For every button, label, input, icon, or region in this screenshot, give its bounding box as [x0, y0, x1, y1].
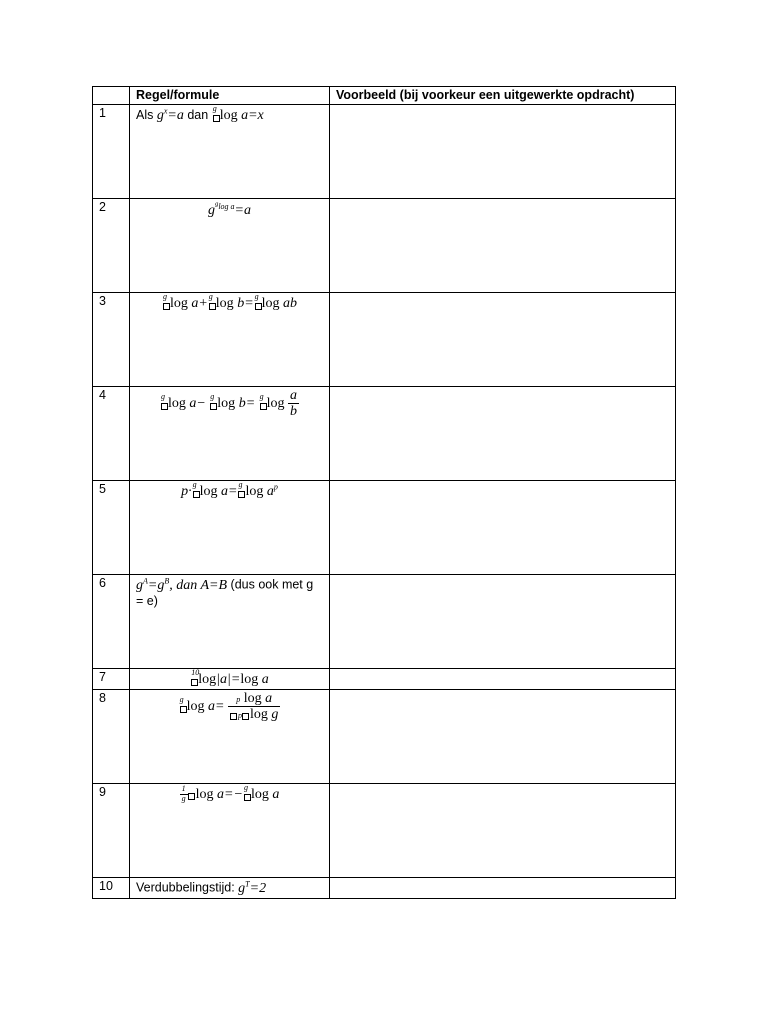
formula: 10 log|a|=log a [191, 668, 269, 687]
formula: $g^T=2$ [238, 879, 267, 896]
formula: $\frac{1}{g}$ log a=− g log a [181, 783, 280, 804]
row-number: 3 [93, 293, 130, 387]
rule-cell [130, 199, 330, 293]
example-cell[interactable] [330, 575, 676, 669]
rule-text: (dus ook met g = e) [136, 577, 314, 608]
table-row [93, 669, 676, 690]
table-row [93, 199, 676, 293]
row-number: 7 [93, 669, 130, 690]
table-row [93, 105, 676, 199]
rule-text: dan [187, 108, 209, 122]
row-number: 10 [93, 878, 130, 899]
example-cell[interactable] [330, 784, 676, 878]
formula: g log a+ g log b= g log ab [162, 292, 298, 311]
rules-table [92, 86, 676, 899]
rule-cell [130, 575, 330, 669]
rule-cell [130, 669, 330, 690]
table-row [93, 690, 676, 784]
header-example: Voorbeeld (bij voorkeur een uitgewerkte opdracht) [330, 87, 676, 105]
table-row [93, 481, 676, 575]
row-number: 1 [93, 105, 130, 199]
row-number: 2 [93, 199, 130, 293]
row-number: 9 [93, 784, 130, 878]
rule-cell [130, 878, 330, 899]
example-cell[interactable] [330, 293, 676, 387]
rule-cell [130, 387, 330, 481]
example-cell[interactable] [330, 481, 676, 575]
example-cell[interactable] [330, 387, 676, 481]
row-number: 8 [93, 690, 130, 784]
formula: g log a= $\frac{\text{p log a}}{\text{p log g}}$ [179, 691, 279, 723]
header-number [93, 87, 130, 105]
formula: $g^{^glog a}=a$ [207, 200, 251, 219]
row-number: 5 [93, 481, 130, 575]
rule-cell [130, 690, 330, 784]
formula: $g^x=a$ [156, 106, 184, 123]
header-row [93, 87, 676, 105]
formula: p· g log a= g $\log a^p$ [181, 480, 278, 499]
example-cell[interactable] [330, 690, 676, 784]
header-rule: Regel/formule [130, 87, 330, 105]
formula: g log a=x [212, 104, 264, 123]
rule-cell [130, 784, 330, 878]
row-number: 4 [93, 387, 130, 481]
rule-text: Als [136, 108, 154, 122]
table-row [93, 293, 676, 387]
table-row [93, 387, 676, 481]
rule-cell [130, 481, 330, 575]
rule-text: Verdubbelingstijd: [136, 880, 235, 895]
example-cell[interactable] [330, 878, 676, 899]
row-number: 6 [93, 575, 130, 669]
table-row [93, 878, 676, 899]
example-cell[interactable] [330, 199, 676, 293]
rule-cell [130, 293, 330, 387]
example-cell[interactable] [330, 105, 676, 199]
rule-cell [130, 105, 330, 199]
table-row [93, 575, 676, 669]
formula: g log a− g log b= g log $\frac{a}{b}$ [160, 388, 298, 420]
example-cell[interactable] [330, 669, 676, 690]
formula: $g^A=g^B$, dan A=B [136, 576, 228, 593]
table-row [93, 784, 676, 878]
